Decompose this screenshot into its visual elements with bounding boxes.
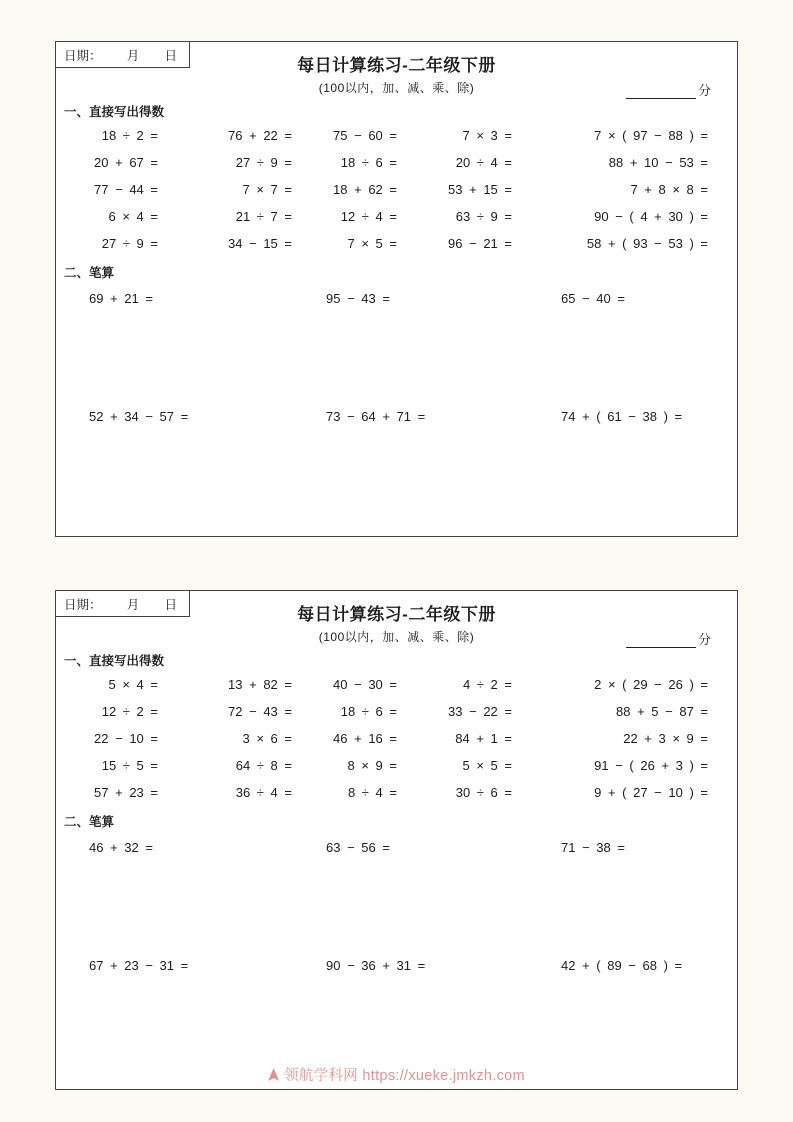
oral-problem: 20 ÷ 4 = (455, 155, 512, 170)
oral-problem: 18 ÷ 6 = (340, 704, 397, 719)
worksheet-page-1 (55, 41, 738, 537)
oral-problem: 12 ÷ 4 = (340, 209, 397, 224)
oral-problem: 76 + 22 = (228, 128, 292, 143)
worksheet-title: 每日计算练习-二年级下册 (297, 605, 496, 624)
oral-problem: 5 × 5 = (462, 758, 512, 773)
oral-problem: 7 × ( 97 − 88 ) = (594, 128, 708, 143)
section-oral-label: 一、直接写出得数 (64, 654, 165, 668)
oral-problem: 58 + ( 93 − 53 ) = (586, 236, 708, 251)
oral-problem: 6 × 4 = (108, 209, 158, 224)
oral-problem: 46 + 16 = (333, 731, 397, 746)
worksheet-subtitle: (100以内，加、减、乘、除) (318, 630, 475, 644)
oral-problem: 22 + 3 × 9 = (623, 731, 708, 746)
watermark-text: 领航学科网 https://xueke.jmkzh.com (284, 1068, 525, 1084)
worksheet-title: 每日计算练习-二年级下册 (297, 56, 496, 75)
oral-problem: 96 − 21 = (448, 236, 512, 251)
day-label: 日 (164, 597, 177, 612)
written-problem: 42 + ( 89 − 68 ) = (561, 958, 683, 973)
oral-problem: 20 + 67 = (94, 155, 158, 170)
oral-problem: 88 + 10 − 53 = (608, 155, 708, 170)
oral-problem: 22 − 10 = (94, 731, 158, 746)
oral-problem: 64 ÷ 8 = (235, 758, 292, 773)
oral-problem: 90 − ( 4 + 30 ) = (594, 209, 708, 224)
day-label: 日 (164, 48, 177, 63)
worksheet-subtitle: (100以内，加、减、乘、除) (318, 81, 475, 95)
written-problem: 90 − 36 + 31 = (326, 958, 426, 973)
date-label: 日期： (64, 597, 102, 612)
oral-problem: 84 + 1 = (455, 731, 512, 746)
oral-problem: 7 × 3 = (462, 128, 512, 143)
score-unit-label: 分 (697, 632, 711, 647)
section-written-label: 二、笔算 (64, 815, 115, 829)
month-label: 月 (126, 597, 140, 612)
oral-problem: 2 × ( 29 − 26 ) = (594, 677, 708, 692)
written-problem: 73 − 64 + 71 = (326, 409, 426, 424)
score-unit-label: 分 (697, 83, 711, 98)
oral-problem: 9 + ( 27 − 10 ) = (594, 785, 708, 800)
written-problem: 65 − 40 = (561, 291, 625, 306)
watermark (0, 1064, 793, 1085)
oral-problem: 8 × 9 = (347, 758, 397, 773)
oral-problem: 12 ÷ 2 = (101, 704, 158, 719)
written-problem: 52 + 34 − 57 = (89, 409, 189, 424)
oral-problem: 40 − 30 = (333, 677, 397, 692)
score-field (626, 629, 711, 648)
written-problem: 46 + 32 = (89, 840, 153, 855)
written-problem: 67 + 23 − 31 = (89, 958, 189, 973)
oral-problem: 57 + 23 = (94, 785, 158, 800)
oral-problem: 18 ÷ 2 = (101, 128, 158, 143)
oral-problem: 18 ÷ 6 = (340, 155, 397, 170)
month-label: 月 (126, 48, 140, 63)
oral-problem: 75 − 60 = (333, 128, 397, 143)
section-written-label: 二、笔算 (64, 266, 115, 280)
worksheet-page-2 (55, 590, 738, 1090)
oral-problem: 36 ÷ 4 = (235, 785, 292, 800)
oral-problem: 91 − ( 26 + 3 ) = (594, 758, 708, 773)
date-box (56, 591, 190, 617)
oral-problem: 77 − 44 = (94, 182, 158, 197)
written-problem-grid (89, 290, 737, 426)
written-problem: 63 − 56 = (326, 840, 390, 855)
oral-problem: 5 × 4 = (108, 677, 158, 692)
score-blank-line (626, 85, 696, 99)
oral-problem: 7 + 8 × 8 = (630, 182, 708, 197)
oral-problem: 4 ÷ 2 = (462, 677, 512, 692)
oral-problem: 34 − 15 = (228, 236, 292, 251)
oral-problem: 7 × 5 = (347, 236, 397, 251)
oral-problem: 27 ÷ 9 = (235, 155, 292, 170)
oral-problem: 72 − 43 = (228, 704, 292, 719)
oral-problem: 21 ÷ 7 = (235, 209, 292, 224)
section-oral-label: 一、直接写出得数 (64, 105, 165, 119)
date-label: 日期： (64, 48, 102, 63)
written-problem-grid (89, 839, 737, 975)
oral-problem-grid (56, 122, 737, 257)
oral-problem: 15 ÷ 5 = (101, 758, 158, 773)
score-field (626, 80, 711, 99)
oral-problem: 53 + 15 = (448, 182, 512, 197)
date-box (56, 42, 190, 68)
oral-problem: 27 ÷ 9 = (101, 236, 158, 251)
written-problem: 69 + 21 = (89, 291, 153, 306)
oral-problem: 7 × 7 = (242, 182, 292, 197)
written-problem: 74 + ( 61 − 38 ) = (561, 409, 683, 424)
oral-problem: 18 + 62 = (333, 182, 397, 197)
oral-problem: 13 + 82 = (228, 677, 292, 692)
oral-problem: 8 ÷ 4 = (347, 785, 397, 800)
score-blank-line (626, 634, 696, 648)
oral-problem: 30 ÷ 6 = (455, 785, 512, 800)
oral-problem: 3 × 6 = (242, 731, 292, 746)
oral-problem: 63 ÷ 9 = (455, 209, 512, 224)
oral-problem: 88 + 5 − 87 = (616, 704, 708, 719)
oral-problem: 33 − 22 = (448, 704, 512, 719)
written-problem: 95 − 43 = (326, 291, 390, 306)
written-problem: 71 − 38 = (561, 840, 625, 855)
oral-problem-grid (56, 671, 737, 806)
watermark-logo-icon (268, 1068, 279, 1081)
